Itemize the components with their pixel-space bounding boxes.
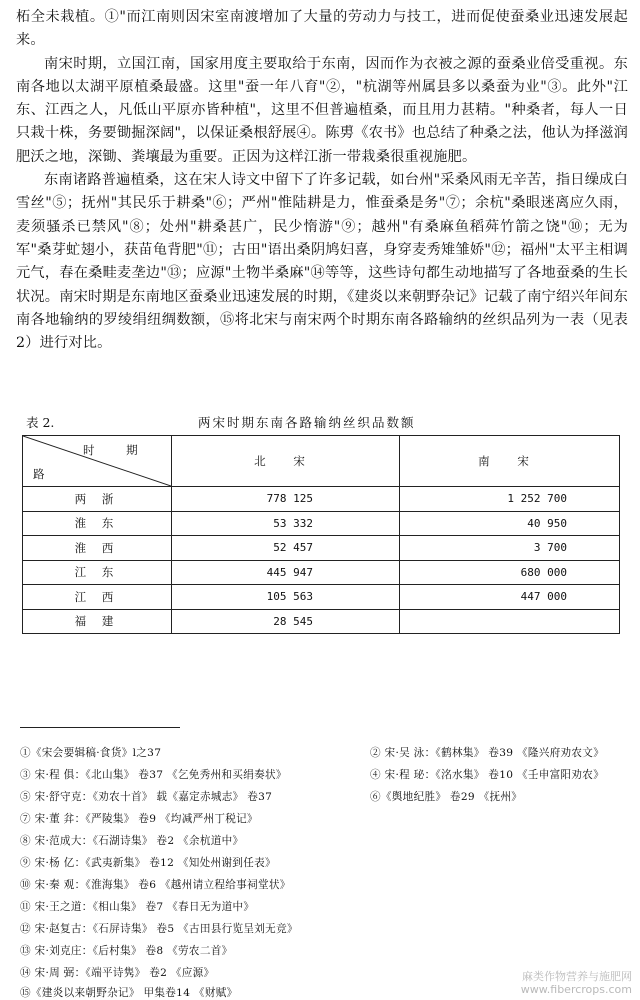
table-title: 两宋时期东南各路输纳丝织品数额 [198, 415, 416, 430]
header-route: 路 [33, 467, 45, 481]
table-caption [20, 413, 620, 431]
table-number: 表 2. [26, 415, 55, 430]
route-name: 淮 东 [23, 511, 172, 536]
body-text [16, 6, 628, 355]
site-watermark [521, 970, 632, 996]
paragraph-2: 南宋时期，立国江南，国家用度主要取给于东南，因而作为衣被之源的蚕桑业倍受重视。东南各地以太湖平原植桑最盛。这里"蚕一年八育"②，"杭湖等州属县多以桑蚕为业"③。此外"江东、江西之人，凡低山平原亦皆种植"，这里不但普遍植桑，而且用力甚精。"种桑者，每人一日只栽十株，务要锄掘深阔"，以保证桑根舒展④。陈旉《农书》也总结了种桑之法，他认为择滋润肥沃之地，深锄、粪壤最为重要。正因为这样江浙一带栽桑很重视施肥。 [16, 55, 628, 165]
route-name: 两 浙 [23, 487, 172, 512]
footnote: ⑬ 宋·刘克庄：《后村集》 卷8 《劳农二首》 [20, 945, 233, 957]
footnote-rule [20, 727, 180, 728]
footnote: ⑩ 宋·秦 观：《淮海集》 卷6 《越州请立程给事祠堂状》 [20, 879, 291, 891]
north-song-value: 778 125 [172, 487, 400, 512]
table-row [23, 609, 620, 634]
footnote: ⑪ 宋·王之道：《相山集》 卷7 《春日无为道中》 [20, 901, 255, 913]
table-row [23, 511, 620, 536]
col-head-north-song: 北 宋 [172, 436, 400, 487]
south-song-value [400, 609, 620, 634]
south-song-value: 680 000 [400, 560, 620, 585]
footnote: ③ 宋·程 俱：《北山集》 卷37 《乞免秀州和买绢奏状》 [20, 769, 287, 781]
table-row [23, 487, 620, 512]
route-name: 淮 西 [23, 536, 172, 561]
north-song-value: 445 947 [172, 560, 400, 585]
footnote: ④ 宋·程 珌：《洺水集》 卷10 《壬申富阳劝农》 [370, 769, 605, 781]
north-song-value: 53 332 [172, 511, 400, 536]
table-row [23, 536, 620, 561]
north-song-value: 105 563 [172, 585, 400, 610]
route-name: 福 建 [23, 609, 172, 634]
south-song-value: 447 000 [400, 585, 620, 610]
col-head-south-song: 南 宋 [400, 436, 620, 487]
footnote: ⑤ 宋·舒守克：《劝农十首》 载《嘉定赤城志》 卷37 [20, 791, 273, 803]
header-period: 时 期 [83, 443, 152, 457]
footnote: ①《宋会要辑稿·食货》l之37 [20, 747, 162, 759]
watermark-line-1: 麻类作物营养与施肥网 [522, 970, 632, 983]
south-song-value: 3 700 [400, 536, 620, 561]
table-header-row [23, 436, 620, 487]
north-song-value: 28 545 [172, 609, 400, 634]
silk-quota-table [22, 435, 620, 634]
paragraph-3: 东南诸路普遍植桑，这在宋人诗文中留下了许多记载，如台州"采桑风雨无辛苦，指日缲成白雪丝"⑤；抚州"其民乐于耕桑"⑥；严州"惟陆耕是力，惟蚕桑是务"⑦；余杭"桑眼迷离应久雨，麦须骚杀已禁风"⑧；处州"耕桑甚广，民少惰游"⑨；越州"有桑麻鱼稻荈竹箭之饶"⑩；无为军"桑芽虻翅小，获苗龟背肥"⑪；古田"语出桑阴鸠妇喜，身穿麦秀雉雏娇"⑫；福州"太平主相调元气，春在桑畦麦垄边"⑬；应源"土物半桑麻"⑭等等，这些诗句都生动地描写了各地蚕桑的生长状况。南宋时期是东南地区蚕桑业迅速发展的时期，《建炎以来朝野杂记》记载了南宁绍兴年间东南各地输纳的罗绫绢纽绸数额，⑮将北宋与南宋两个时期东南各路输纳的丝织品列为一表（见表 2）进行对比。 [16, 172, 628, 352]
table-row [23, 560, 620, 585]
footnote: ⑥《舆地纪胜》 卷29 《抚州》 [370, 791, 523, 803]
footnote: ⑭ 宋·周 弼：《端平诗隽》 卷2 《应源》 [20, 967, 215, 979]
south-song-value: 1 252 700 [400, 487, 620, 512]
paragraph-1: 柘全未栽植。①"而江南则因宋室南渡增加了大量的劳动力与技工，进而促使蚕桑业迅速发展起来。 [16, 9, 628, 49]
route-name: 江 东 [23, 560, 172, 585]
south-song-value: 40 950 [400, 511, 620, 536]
footnote: ⑦ 宋·董 弅：《严陵集》 卷9 《均减严州丁税记》 [20, 813, 258, 825]
footnote: ⑨ 宋·杨 亿：《武夷新集》 卷12 《知处州谢到任表》 [20, 857, 276, 869]
north-song-value: 52 457 [172, 536, 400, 561]
footnote: ② 宋·吴 泳：《鹤林集》 卷39 《隆兴府劝农文》 [370, 747, 605, 759]
diagonal-header-cell [23, 436, 172, 487]
footnote: ⑮《建炎以来朝野杂记》 甲集卷14 《财赋》 [20, 987, 238, 999]
footnote: ⑫ 宋·赵复古：《石屏诗集》 卷5 《古田县行览呈刘无竞》 [20, 923, 298, 935]
route-name: 江 西 [23, 585, 172, 610]
footnote: ⑧ 宋·范成大：《石湖诗集》 卷2 《余杭道中》 [20, 835, 244, 847]
watermark-line-2: www.fibercrops.com [520, 983, 632, 996]
table-row [23, 585, 620, 610]
